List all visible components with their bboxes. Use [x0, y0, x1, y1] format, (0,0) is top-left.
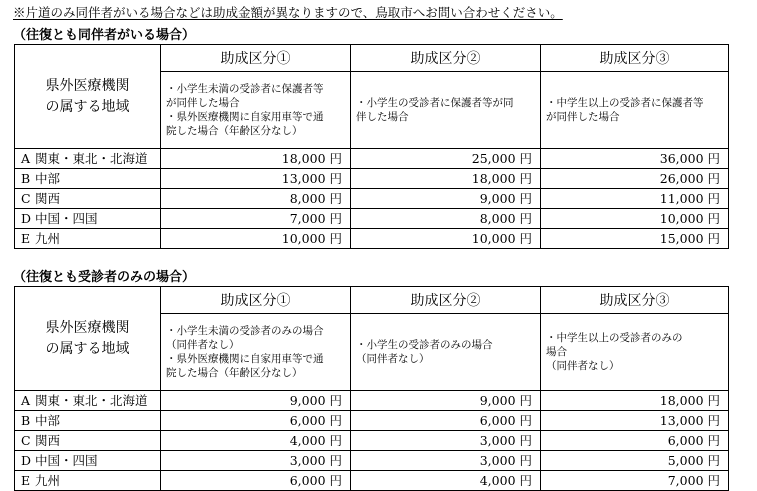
amount-cell: 6,000 円	[351, 411, 541, 431]
column-header-category-2: 助成区分②	[351, 45, 541, 72]
column-header-category-2: 助成区分②	[351, 287, 541, 314]
region-code: C	[21, 191, 31, 206]
description-line: ・小学生の受診者のみの場合 （同伴者なし）	[356, 339, 493, 365]
region-code: C	[21, 433, 31, 448]
region-cell	[15, 431, 161, 451]
region-header	[15, 45, 161, 149]
region-cell	[15, 229, 161, 249]
amount-cell: 9,000 円	[161, 391, 351, 411]
subsidy-table-patient-only	[14, 286, 729, 491]
amount-cell: 4,000 円	[161, 431, 351, 451]
region-cell	[15, 451, 161, 471]
amount-cell: 6,000 円	[161, 411, 351, 431]
amount-cell: 7,000 円	[541, 471, 729, 491]
region-name: 関西	[35, 433, 61, 448]
amount-cell: 10,000 円	[161, 229, 351, 249]
amount-cell: 5,000 円	[541, 451, 729, 471]
region-header-text: 県外医療機関 の属する地域	[45, 77, 130, 115]
region-name: 九州	[35, 231, 61, 246]
table2-title: （往復とも受診者のみの場合）	[13, 270, 196, 285]
amount-cell: 9,000 円	[351, 189, 541, 209]
region-cell	[15, 411, 161, 431]
column-header-category-3: 助成区分③	[541, 45, 729, 72]
region-cell	[15, 471, 161, 491]
amount-cell: 4,000 円	[351, 471, 541, 491]
amount-cell: 6,000 円	[541, 431, 729, 451]
column-header-category-1: 助成区分①	[161, 45, 351, 72]
description-line: ・小学生未満の受診者のみの場合 （同伴者なし）	[166, 325, 324, 351]
region-code: D	[21, 211, 32, 226]
amount-cell: 13,000 円	[541, 411, 729, 431]
region-code: E	[21, 473, 31, 488]
description-line: ・県外医療機関に自家用車等で通 院した場合（年齢区分なし）	[166, 111, 324, 137]
region-code: E	[21, 231, 31, 246]
region-code: A	[21, 151, 31, 166]
subsidy-table-with-companion	[14, 44, 729, 249]
region-name: 関東・東北・北海道	[35, 393, 148, 408]
amount-cell: 15,000 円	[541, 229, 729, 249]
region-name: 中国・四国	[35, 453, 98, 468]
region-cell	[15, 149, 161, 169]
region-cell	[15, 169, 161, 189]
table1-title: （往復とも同伴者がいる場合）	[13, 28, 196, 43]
amount-cell: 36,000 円	[541, 149, 729, 169]
category-2-description	[351, 72, 541, 149]
amount-cell: 10,000 円	[351, 229, 541, 249]
table-row	[15, 411, 729, 431]
amount-cell: 8,000 円	[351, 209, 541, 229]
amount-cell: 18,000 円	[541, 391, 729, 411]
amount-cell: 6,000 円	[161, 471, 351, 491]
table-row	[15, 229, 729, 249]
region-cell	[15, 209, 161, 229]
region-name: 関西	[35, 191, 61, 206]
region-header-text: 県外医療機関 の属する地域	[45, 319, 130, 357]
region-cell	[15, 391, 161, 411]
table-header-row	[15, 45, 729, 72]
category-3-description	[541, 72, 729, 149]
table-row	[15, 149, 729, 169]
category-1-description	[161, 314, 351, 391]
region-name: 中国・四国	[35, 211, 98, 226]
notice-text: ※片道のみ同伴者がいる場合などは助成金額が異なりますので、鳥取市へお問い合わせください。	[13, 5, 563, 20]
region-name: 関東・東北・北海道	[35, 151, 148, 166]
region-code: B	[21, 413, 31, 428]
table-row	[15, 169, 729, 189]
amount-cell: 25,000 円	[351, 149, 541, 169]
category-1-description	[161, 72, 351, 149]
description-line: ・県外医療機関に自家用車等で通 院した場合（年齢区分なし）	[166, 353, 324, 379]
description-line: ・小学生未満の受診者に保護者等 が同伴した場合	[166, 83, 324, 109]
table-row	[15, 431, 729, 451]
region-cell	[15, 189, 161, 209]
region-code: D	[21, 453, 32, 468]
category-3-description	[541, 314, 729, 391]
amount-cell: 11,000 円	[541, 189, 729, 209]
amount-cell: 10,000 円	[541, 209, 729, 229]
region-code: A	[21, 393, 31, 408]
column-header-category-1: 助成区分①	[161, 287, 351, 314]
amount-cell: 3,000 円	[351, 451, 541, 471]
region-name: 九州	[35, 473, 61, 488]
amount-cell: 9,000 円	[351, 391, 541, 411]
table-row	[15, 451, 729, 471]
amount-cell: 18,000 円	[351, 169, 541, 189]
category-2-description	[351, 314, 541, 391]
table-row	[15, 391, 729, 411]
region-code: B	[21, 171, 31, 186]
table-row	[15, 471, 729, 491]
table-row	[15, 209, 729, 229]
description-line: ・小学生の受診者に保護者等が同 伴した場合	[356, 97, 514, 123]
amount-cell: 18,000 円	[161, 149, 351, 169]
amount-cell: 13,000 円	[161, 169, 351, 189]
table-row	[15, 189, 729, 209]
column-header-category-3: 助成区分③	[541, 287, 729, 314]
amount-cell: 8,000 円	[161, 189, 351, 209]
amount-cell: 7,000 円	[161, 209, 351, 229]
table-header-row	[15, 287, 729, 314]
region-name: 中部	[35, 413, 61, 428]
amount-cell: 3,000 円	[351, 431, 541, 451]
description-line: ・中学生以上の受診者に保護者等 が同伴した場合	[546, 97, 704, 123]
amount-cell: 3,000 円	[161, 451, 351, 471]
region-header	[15, 287, 161, 391]
amount-cell: 26,000 円	[541, 169, 729, 189]
description-line: ・中学生以上の受診者のみの 場合 （同伴者なし）	[546, 332, 683, 372]
region-name: 中部	[35, 171, 61, 186]
